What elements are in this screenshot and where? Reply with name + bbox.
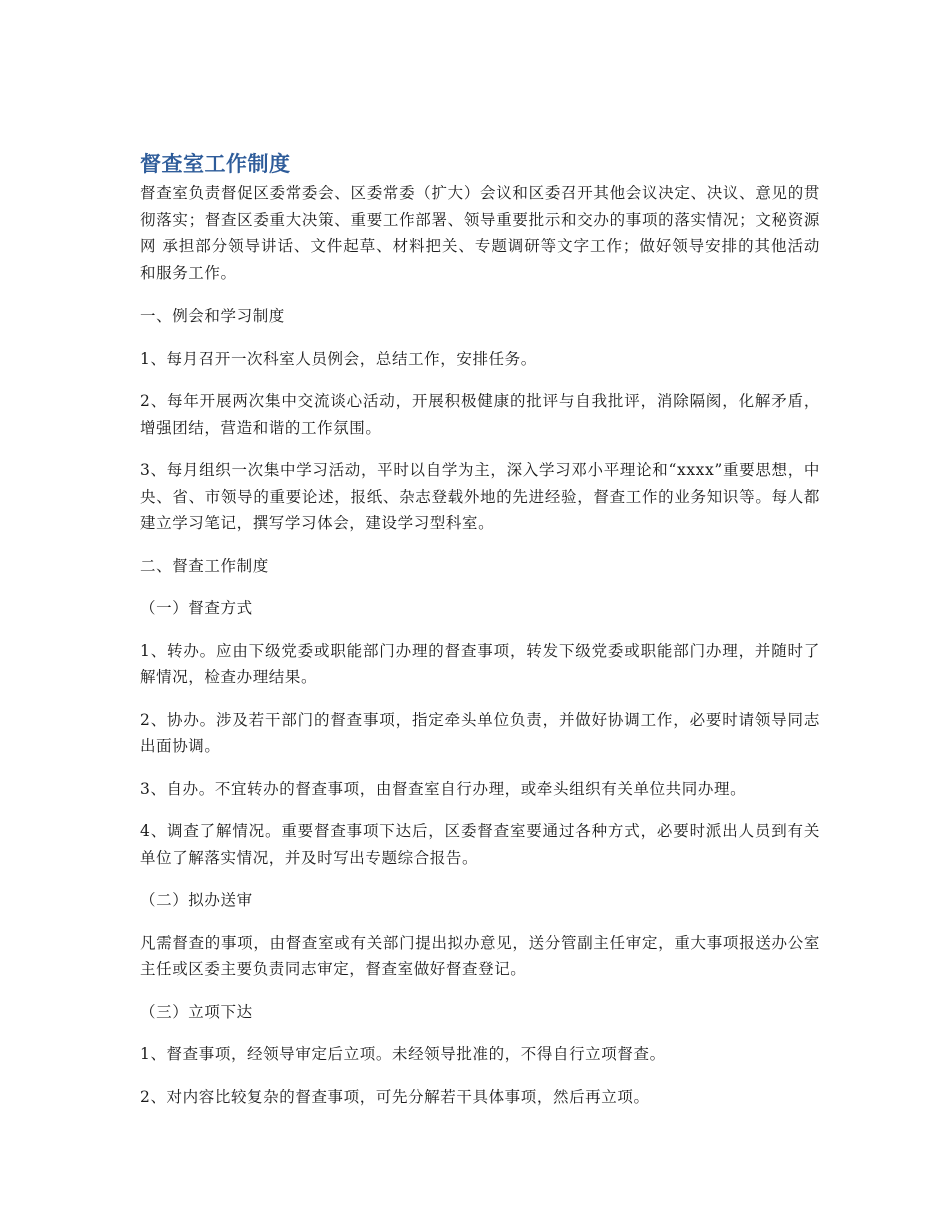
paragraph-meeting-2: 2、每年开展两次集中交流谈心活动，开展积极健康的批评与自我批评，消除隔阂，化解矛盾，增强团结，营造和谐的工作氛围。 — [140, 392, 820, 437]
section-heading-supervision: 二、督查工作制度 — [140, 556, 269, 575]
document-page — [140, 148, 820, 1126]
paragraph-approval-1: 1、督查事项，经领导审定后立项。未经领导批准的，不得自行立项督查。 — [140, 1045, 666, 1063]
paragraph-meeting-1: 1、每月召开一次科室人员例会，总结工作，安排任务。 — [140, 349, 537, 368]
paragraph-review: 凡需督查的事项，由督查室或有关部门提出拟办意见，送分管副主任审定，重大事项报送办公室主任或区委主要负责同志审定，督查室做好督查登记。 — [140, 933, 820, 978]
document-title: 督查室工作制度 — [140, 152, 291, 176]
subsection-heading-methods: （一）督查方式 — [140, 599, 253, 617]
paragraph-approval-2: 2、对内容比较复杂的督查事项，可先分解若干具体事项，然后再立项。 — [140, 1087, 650, 1106]
subsection-heading-review: （二）拟办送审 — [140, 891, 253, 909]
paragraph-method-2: 2、协办。涉及若干部门的督查事项，指定牵头单位负责，并做好协调工作，必要时请领导同志出面协调。 — [140, 710, 820, 755]
subsection-heading-approval: （三）立项下达 — [140, 1002, 253, 1021]
paragraph-method-3: 3、自办。不宜转办的督查事项，由督查室自行办理，或牵头组织有关单位共同办理。 — [140, 779, 747, 798]
paragraph-method-1: 1、转办。应由下级党委或职能部门办理的督查事项，转发下级党委或职能部门办理，并随时了解情况，检查办理结果。 — [140, 641, 820, 686]
paragraph-meeting-3: 3、每月组织一次集中学习活动，平时以自学为主，深入学习邓小平理论和“xxxx”重要思想，中央、省、市领导的重要论述，报纸、杂志登载外地的先进经验，督查工作的业务知识等。每人都建立学习笔记，撰写学习体会，建设学习型科室。 — [140, 461, 820, 532]
paragraph-method-4: 4、调查了解情况。重要督查事项下达后，区委督查室要通过各种方式，必要时派出人员到有关单位了解落实情况，并及时写出专题综合报告。 — [140, 822, 820, 867]
intro-paragraph: 督查室负责督促区委常委会、区委常委（扩大）会议和区委召开其他会议决定、决议、意见的贯彻落实；督查区委重大决策、重要工作部署、领导重要批示和交办的事项的落实情况；文秘资源网 承担部分领导讲话、文件起草、材料把关、专题调研等文字工作；做好领导安排的其他活动和服务工作。 — [140, 184, 820, 282]
section-heading-meetings: 一、例会和学习制度 — [140, 307, 285, 325]
